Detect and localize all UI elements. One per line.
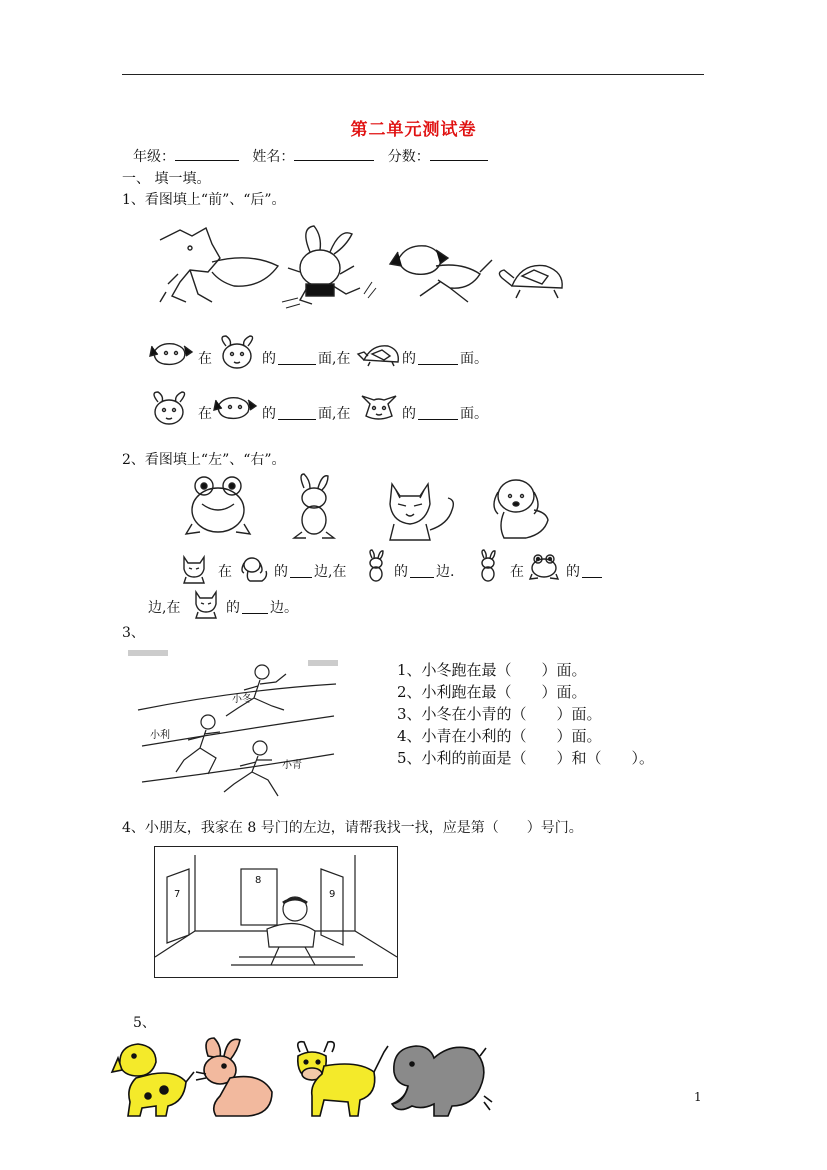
q1-l2-de1: 的	[262, 406, 276, 422]
q2-prompt: 2、看图填上“左”、“右”。	[122, 452, 286, 468]
q1-l2-mian1: 面	[318, 406, 332, 422]
q3-item-5: 5、小利的前面是（ ）和（ ）。	[397, 749, 655, 767]
q3-item-1: 1、小冬跑在最（ ）面。	[397, 661, 587, 679]
q4-door-number-7: 7	[174, 889, 181, 900]
q4-door-number-8: 8	[255, 875, 262, 886]
q1-l1-blank1[interactable]	[278, 352, 316, 365]
q1-l1-mian1: 面	[318, 351, 332, 367]
q3-item-2: 2、小利跑在最（ ）面。	[397, 683, 587, 701]
q2-l1-blank1[interactable]	[290, 565, 312, 578]
q1-l2-de2: 的	[402, 406, 416, 422]
header-fields	[133, 146, 488, 166]
q2-l1-bian1: 边	[314, 564, 328, 580]
grade-label: 年级：	[133, 149, 175, 165]
q1-l1-sep: ,在	[332, 351, 351, 367]
score-label: 分数：	[387, 149, 430, 165]
page-number: 1	[694, 1090, 702, 1104]
q2-l2-blank[interactable]	[242, 601, 268, 614]
q2-line1-rabbit-icon	[364, 550, 386, 582]
q2-line1-frog-icon	[528, 552, 560, 580]
q1-l1-de1: 的	[262, 351, 276, 367]
q2-l1-de1: 的	[274, 564, 288, 580]
q3-label-xiaoli: 小利	[150, 730, 170, 741]
q2-l1-blank3[interactable]	[582, 565, 602, 578]
grade-blank[interactable]	[175, 148, 239, 161]
q2-l2-sep: ,在	[162, 600, 181, 616]
q4-hallway-drawing	[155, 847, 397, 977]
score-blank[interactable]	[430, 148, 488, 161]
q2-animal-row-picture	[186, 474, 566, 544]
q4-door-number-9: 9	[329, 889, 336, 900]
name-blank[interactable]	[294, 148, 374, 161]
q2-l1-de3: 的	[566, 564, 580, 580]
q1-l1-zai: 在	[198, 351, 212, 367]
q4-prompt: 4、小朋友，我家在 8 号门的左边，请帮我找一找，应是第（ ）号门。	[122, 820, 583, 836]
q1-line2-fox-icon	[356, 390, 402, 424]
q2-l1-de2: 的	[394, 564, 408, 580]
q1-l1-mian2: 面。	[460, 351, 488, 367]
q1-l2-mian2: 面。	[460, 406, 488, 422]
q1-line2-rabbit-icon	[146, 390, 192, 426]
q2-l1-bian2: 边.	[436, 564, 455, 580]
name-label: 姓名：	[252, 149, 295, 165]
header-rule	[122, 74, 704, 75]
q1-l2-zai: 在	[198, 406, 212, 422]
q4-hallway-picture	[154, 846, 398, 978]
q2-line2-cat-icon	[192, 588, 220, 618]
q2-line1-puppy-icon	[240, 555, 270, 583]
q3-item-3: 3、小冬在小青的（ ）面。	[397, 705, 602, 723]
section-heading: 一、 填一填。	[122, 171, 211, 187]
q2-l1-sep: ,在	[328, 564, 347, 580]
q2-l2-end: 边。	[270, 600, 298, 616]
q1-l2-blank1[interactable]	[278, 407, 316, 420]
q1-line1-dog-icon	[148, 338, 194, 370]
q1-l2-blank2[interactable]	[418, 407, 458, 420]
q1-animal-row-picture	[150, 222, 570, 312]
q3-label-xiaodong: 小冬	[232, 694, 252, 705]
q2-line1-cat-icon	[180, 553, 208, 583]
page-title: 第二单元测试卷	[350, 120, 477, 140]
q2-line1-rabbit2-icon	[476, 550, 498, 582]
q1-line1-turtle-icon	[356, 340, 402, 368]
q3-item-4: 4、小青在小利的（ ）面。	[397, 727, 602, 745]
q1-l1-de2: 的	[402, 351, 416, 367]
q1-l2-sep: ,在	[332, 406, 351, 422]
q2-l1-zai3: 在	[510, 564, 524, 580]
q5-animal-row-picture	[112, 1036, 492, 1120]
q2-l1-blank2[interactable]	[410, 565, 434, 578]
q1-prompt: 1、看图填上“前”、“后”。	[122, 192, 286, 208]
q2-l2-bian: 边	[148, 600, 162, 616]
q1-l1-blank2[interactable]	[418, 352, 458, 365]
q3-label: 3、	[122, 625, 145, 641]
q2-l1-zai1: 在	[218, 564, 232, 580]
q3-label-xiaoqing: 小青	[282, 760, 302, 771]
q1-line1-rabbit-icon	[214, 334, 260, 370]
q2-l2-de: 的	[226, 600, 240, 616]
q5-label: 5、	[133, 1015, 156, 1031]
q1-line2-dog-icon	[212, 392, 258, 424]
